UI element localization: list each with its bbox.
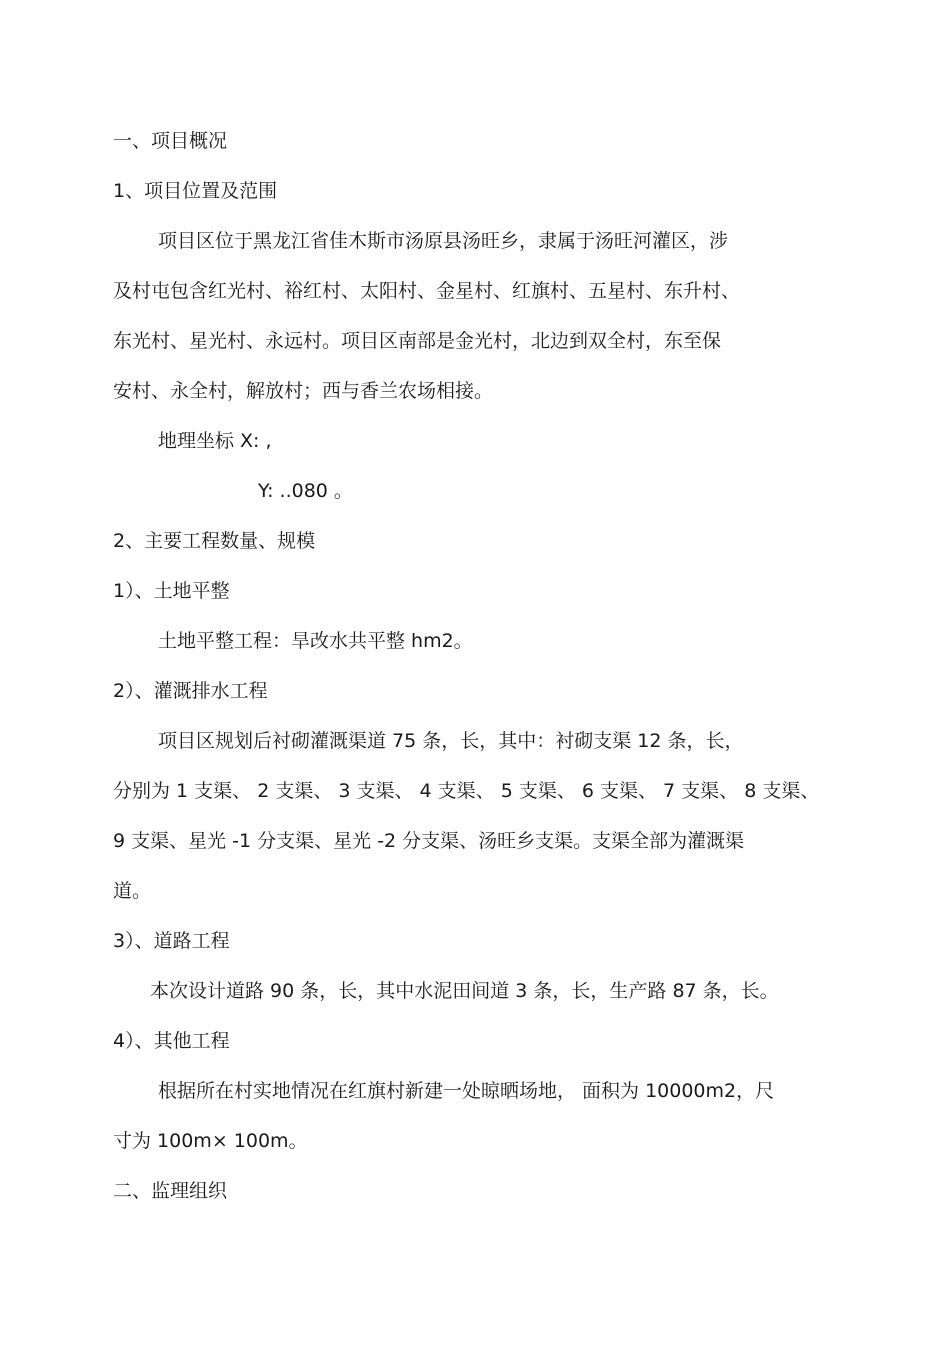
- item-heading-irrigation: 2）、灌溉排水工程: [113, 680, 268, 702]
- paragraph-line: 安村、永全村，解放村；西与香兰农场相接。: [113, 380, 494, 402]
- subsection-heading-location: 1、项目位置及范围: [113, 180, 278, 202]
- paragraph-line: 分别为 1 支渠、 2 支渠、 3 支渠、 4 支渠、 5 支渠、 6 支渠、 7 支渠、 8 支渠、: [113, 780, 820, 802]
- item-text-land-leveling: 土地平整工程：旱改水共平整 hm2。: [158, 630, 473, 652]
- item-text-roads: 本次设计道路 90 条，长，其中水泥田间道 3 条，长，生产路 87 条，长。: [150, 980, 779, 1002]
- coordinate-x: 地理坐标 X: ,: [158, 430, 272, 452]
- paragraph-line: 根据所在村实地情况在红旗村新建一处晾晒场地， 面积为 10000m2，尺: [158, 1080, 775, 1102]
- paragraph-line: 9 支渠、星光 -1 分支渠、星光 -2 分支渠、汤旺乡支渠。支渠全部为灌溉渠: [113, 830, 745, 852]
- paragraph-line: 项目区位于黑龙江省佳木斯市汤原县汤旺乡，隶属于汤旺河灌区，涉: [158, 230, 729, 252]
- section-heading-2: 二、监理组织: [113, 1180, 228, 1202]
- item-heading-other: 4）、其他工程: [113, 1030, 230, 1052]
- item-heading-land-leveling: 1）、土地平整: [113, 580, 230, 602]
- section-heading-1: 一、项目概况: [113, 130, 228, 152]
- paragraph-line: 道。: [113, 880, 152, 902]
- paragraph-line: 寸为 100m× 100m。: [113, 1130, 308, 1152]
- paragraph-line: 及村屯包含红光村、裕红村、太阳村、金星村、红旗村、五星村、东升村、: [113, 280, 741, 302]
- paragraph-line: 项目区规划后衬砌灌溉渠道 75 条，长，其中：衬砌支渠 12 条，长，: [158, 730, 744, 752]
- coordinate-y: Y: ..080 。: [258, 480, 353, 502]
- subsection-heading-quantities: 2、主要工程数量、规模: [113, 530, 316, 552]
- paragraph-line: 东光村、星光村、永远村。项目区南部是金光村，北边到双全村，东至保: [113, 330, 722, 352]
- item-heading-roads: 3）、道路工程: [113, 930, 230, 952]
